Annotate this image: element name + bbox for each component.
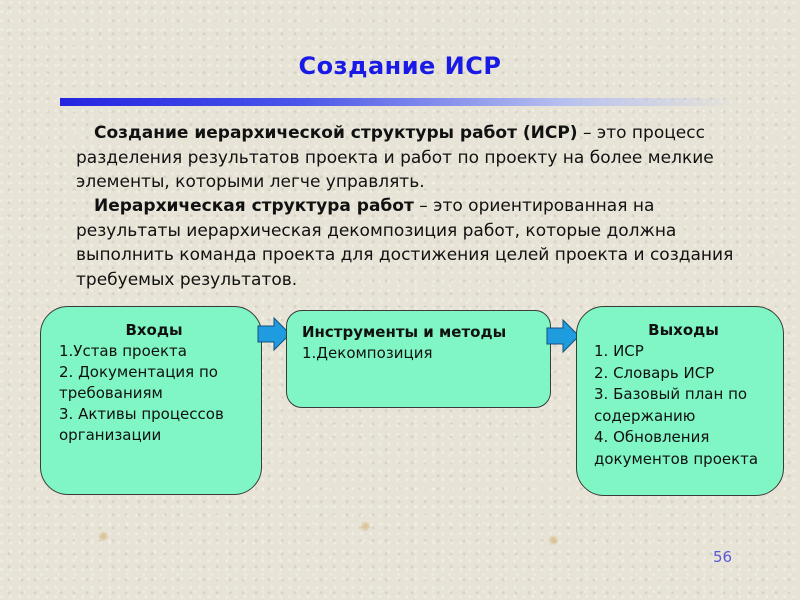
outputs-item: 2. Словарь ИСР	[594, 363, 715, 382]
tools-heading: Инструменты и методы	[302, 323, 507, 341]
tools-item: 1.Декомпозиция	[302, 344, 433, 362]
definition-text-1: – это процесс разделения результатов проекта и работ по проекту на более мелкие элементы, которыми легче управлять.	[76, 123, 714, 192]
title-underline	[60, 98, 740, 106]
snowflake-ornament-icon: ✺	[360, 520, 371, 535]
tools-box	[286, 310, 551, 408]
definition-paragraph-1	[76, 121, 736, 195]
slide-title: Создание ИСР	[298, 52, 502, 80]
outputs-box	[576, 306, 784, 496]
definition-text-2: – это ориентированная на результаты иерархическая декомпозиция работ, которые должна выполнить команда проекта для достижения целей проекта и создания требуемых результатов.	[76, 196, 734, 290]
inputs-heading: Входы	[125, 321, 183, 339]
inputs-item: 1.Устав проекта	[59, 342, 187, 360]
inputs-box	[40, 306, 262, 495]
term-wbs-creation: Создание иерархической структуры работ (ИСР)	[94, 123, 578, 143]
outputs-item: 3. Базовый план по содержанию	[594, 385, 748, 425]
inputs-item: 3. Активы процессов организации	[59, 405, 224, 444]
outputs-heading: Выходы	[648, 321, 719, 339]
definition-paragraph-2	[76, 194, 736, 292]
term-wbs: Иерархическая структура работ	[94, 196, 414, 216]
outputs-item: 1. ИСР	[594, 342, 644, 360]
page-number: 56	[713, 548, 733, 566]
snowflake-ornament-icon: ✺	[98, 530, 109, 545]
inputs-item: 2. Документация по требованиям	[59, 363, 218, 402]
snowflake-ornament-icon: ✺	[548, 534, 559, 549]
outputs-item: 4. Обновления документов проекта	[594, 428, 759, 468]
